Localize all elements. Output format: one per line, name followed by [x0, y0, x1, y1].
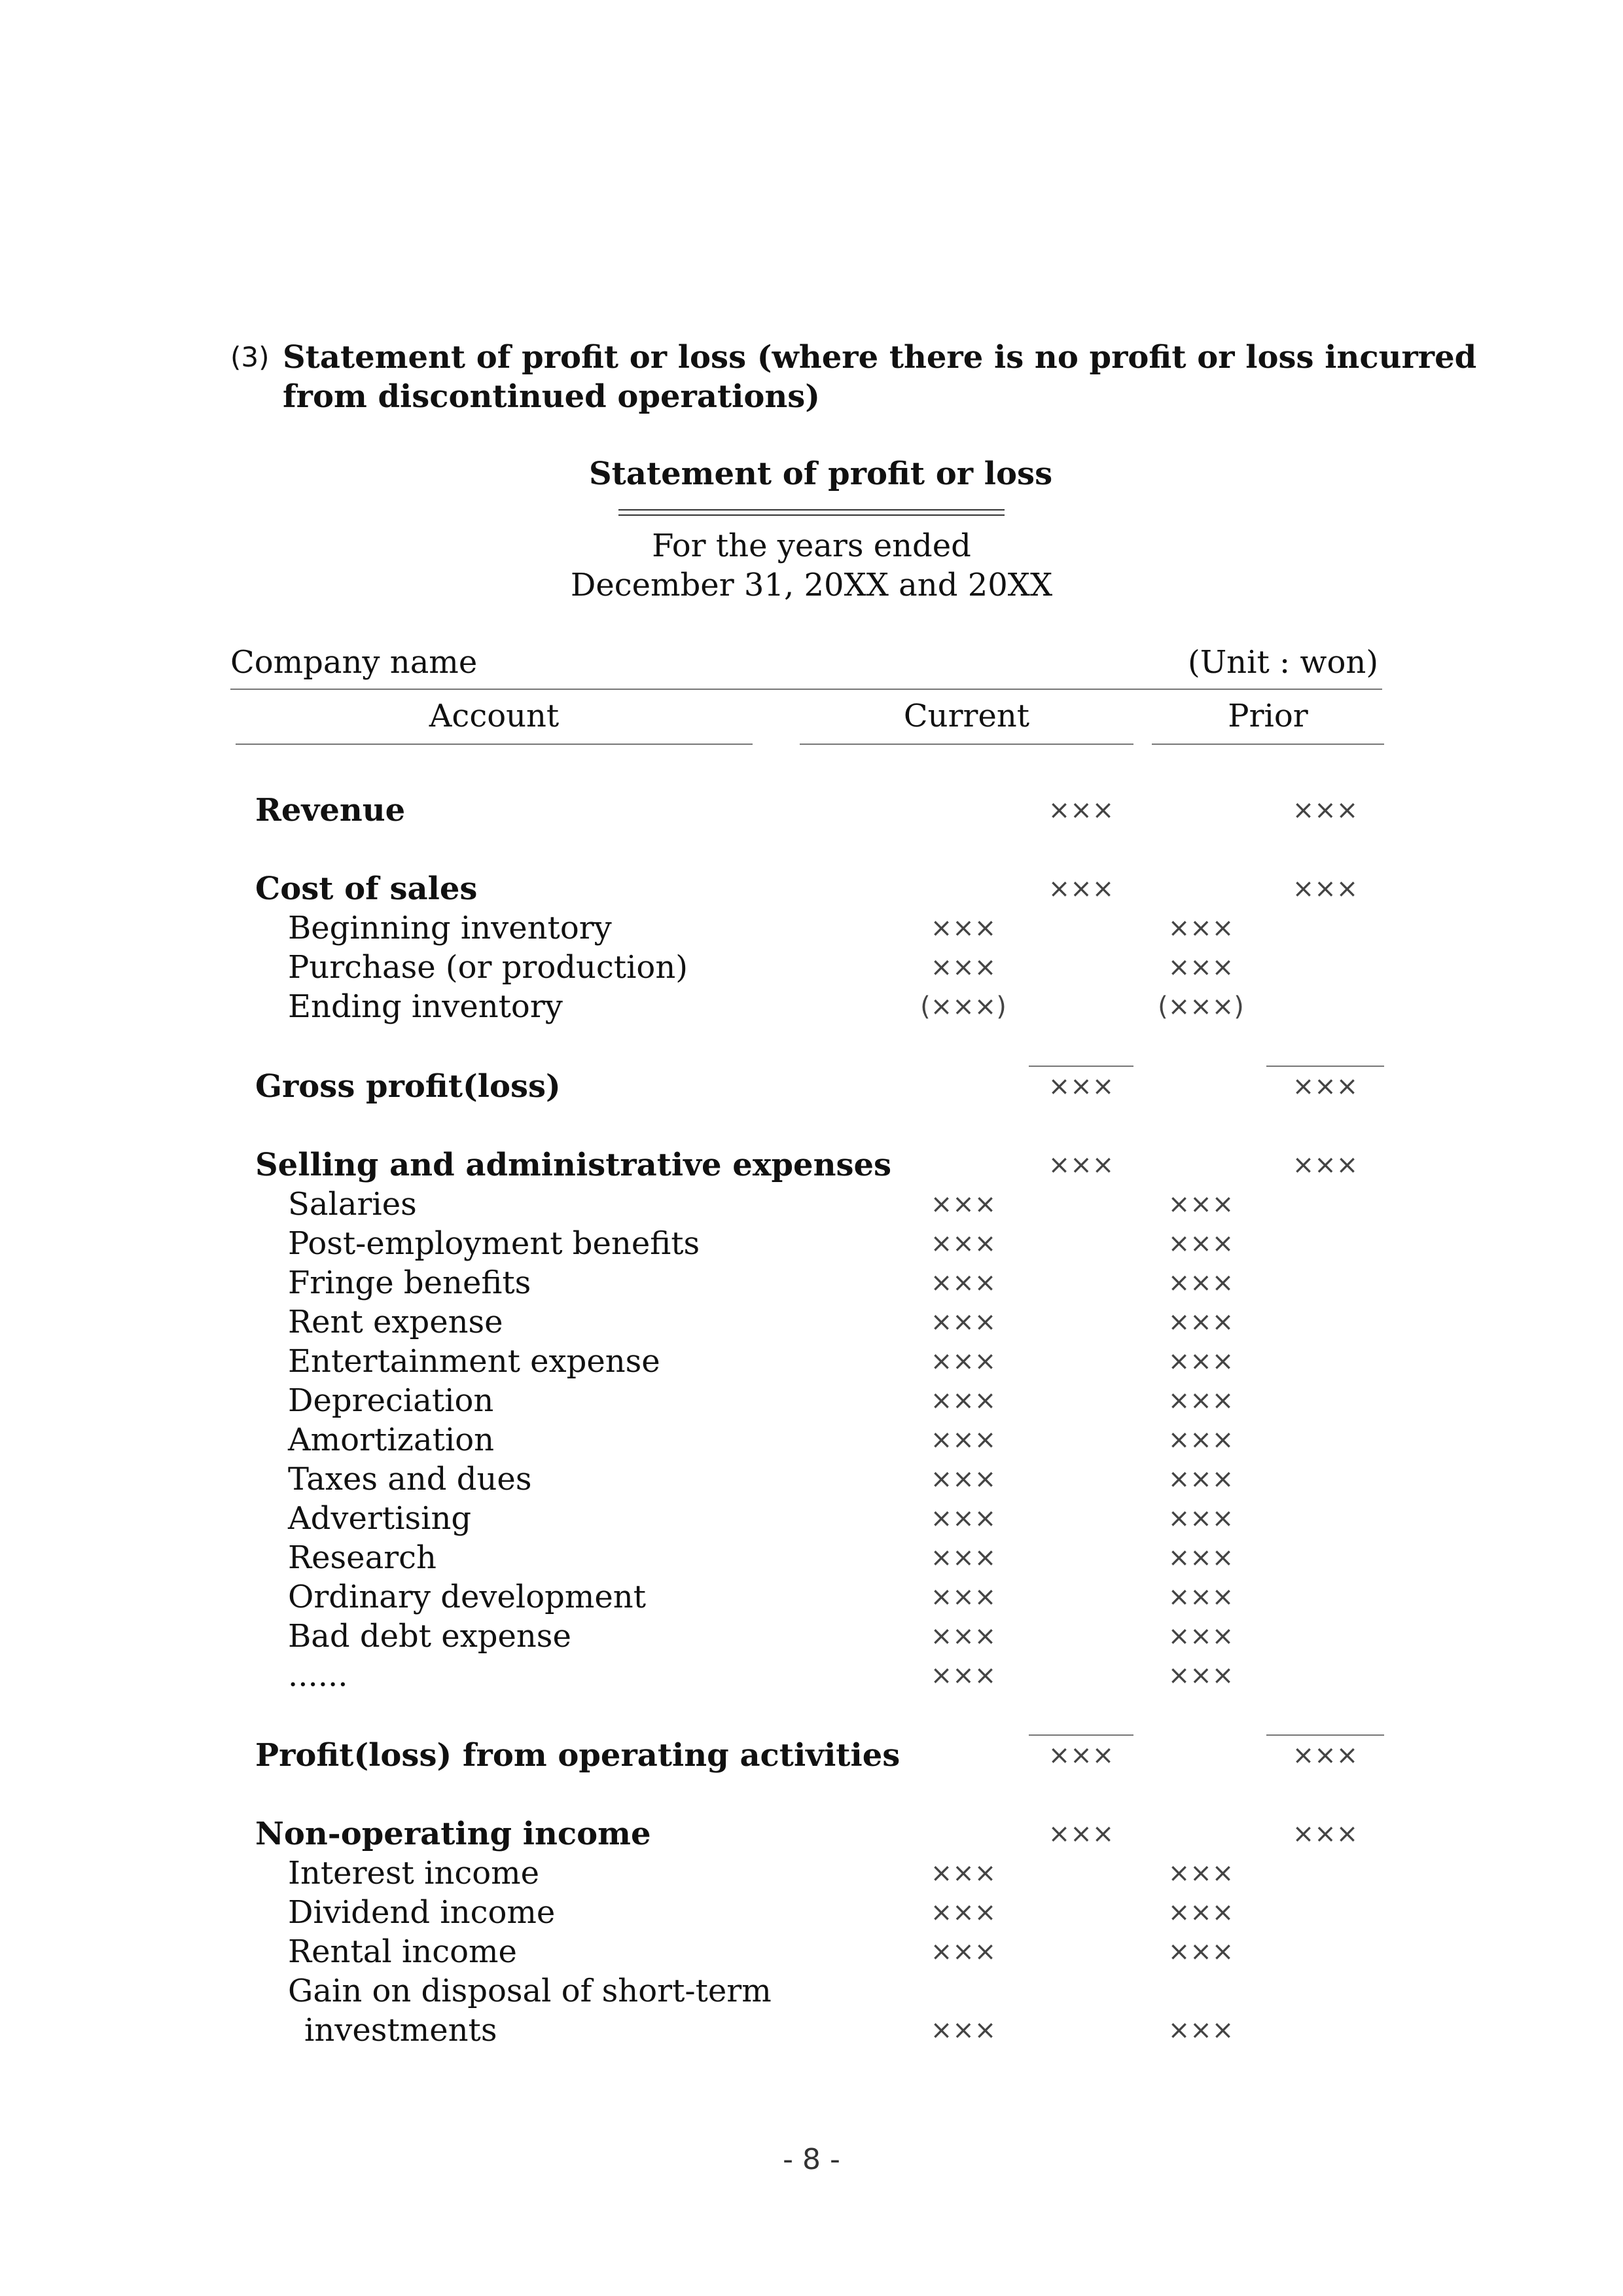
prior-detail-value: ××× — [1168, 952, 1234, 982]
row-label: Ordinary development — [288, 1579, 646, 1615]
prior-detail-value: ××× — [1168, 1503, 1234, 1534]
section-row — [0, 1814, 1623, 1854]
prior-detail-value: ××× — [1168, 1307, 1234, 1337]
current-total-value: ××× — [1048, 1819, 1115, 1849]
row-label-continuation: investments — [304, 2012, 497, 2049]
current-detail-value: ××× — [930, 1346, 997, 1376]
prior-detail-value: ××× — [1168, 2015, 1234, 2045]
row-label: Rental income — [288, 1933, 517, 1970]
row-label: Taxes and dues — [288, 1461, 532, 1498]
line-item-row — [0, 1538, 1623, 1577]
row-label: Depreciation — [288, 1382, 494, 1419]
current-detail-value: ××× — [930, 1503, 997, 1534]
line-item-row — [0, 1971, 1623, 2049]
line-item-row — [0, 1499, 1623, 1538]
operating-profit-rule-current — [1029, 1734, 1133, 1736]
row-label: Entertainment expense — [288, 1343, 660, 1380]
row-label: Profit(loss) from operating activities — [255, 1737, 901, 1774]
statement-title: Statement of profit or loss — [589, 456, 1053, 492]
prior-header-rule — [1152, 744, 1384, 745]
row-label: Post-employment benefits — [288, 1225, 700, 1262]
current-detail-value: ××× — [930, 1307, 997, 1337]
column-header-account: Account — [429, 698, 560, 734]
row-label: Beginning inventory — [288, 910, 612, 946]
row-label: ...... — [288, 1657, 348, 1694]
current-detail-value: ××× — [930, 913, 997, 943]
prior-detail-value: ××× — [1168, 1858, 1234, 1888]
section-row — [0, 791, 1623, 830]
current-detail-value: ××× — [930, 1543, 997, 1573]
period-line2: December 31, 20XX and 20XX — [570, 567, 1053, 603]
row-label: Interest income — [288, 1855, 540, 1892]
line-item-row — [0, 1617, 1623, 1656]
current-detail-value: ××× — [930, 1858, 997, 1888]
prior-detail-value: ××× — [1168, 1582, 1234, 1612]
prior-detail-value: ××× — [1168, 1937, 1234, 1967]
current-total-value: ××× — [1048, 795, 1115, 825]
row-label: Selling and administrative expenses — [255, 1147, 892, 1183]
prior-detail-value: (×××) — [1158, 992, 1244, 1022]
prior-detail-value: ××× — [1168, 1189, 1234, 1219]
prior-detail-value: ××× — [1168, 1897, 1234, 1928]
line-item-row — [0, 1185, 1623, 1224]
current-detail-value: ××× — [930, 1189, 997, 1219]
line-item-row — [0, 1854, 1623, 1893]
prior-detail-value: ××× — [1168, 1660, 1234, 1691]
current-detail-value: ××× — [930, 1229, 997, 1259]
prior-total-value: ××× — [1292, 1819, 1359, 1849]
title-double-underline-bottom — [618, 514, 1005, 516]
current-detail-value: ××× — [930, 1897, 997, 1928]
prior-total-value: ××× — [1292, 1071, 1359, 1102]
line-item-row — [0, 1460, 1623, 1499]
prior-detail-value: ××× — [1168, 1268, 1234, 1298]
row-label: Salaries — [288, 1186, 417, 1223]
current-detail-value: ××× — [930, 1660, 997, 1691]
line-item-row — [0, 948, 1623, 987]
row-label: Cost of sales — [255, 870, 478, 907]
line-item-row — [0, 1263, 1623, 1302]
row-label: Fringe benefits — [288, 1265, 531, 1301]
line-item-row — [0, 1656, 1623, 1695]
current-detail-value: ××× — [930, 1464, 997, 1494]
row-label: Ending inventory — [288, 988, 563, 1025]
gross-profit-rule-prior — [1266, 1066, 1384, 1067]
row-label: Dividend income — [288, 1894, 556, 1931]
period-line1: For the years ended — [652, 528, 971, 564]
section-row — [0, 1067, 1623, 1106]
prior-total-value: ××× — [1292, 874, 1359, 904]
section-heading-line2: from discontinued operations) — [283, 378, 820, 415]
section-heading-line1: Statement of profit or loss (where there is no profit or loss incurred — [283, 339, 1477, 376]
section-row — [0, 869, 1623, 908]
section-number: (3) — [230, 341, 270, 373]
account-header-rule — [236, 744, 753, 745]
row-label: Revenue — [255, 792, 406, 829]
row-label: Research — [288, 1539, 437, 1576]
line-item-row — [0, 1577, 1623, 1617]
column-header-current: Current — [903, 698, 1030, 734]
current-total-value: ××× — [1048, 1740, 1115, 1770]
line-item-row — [0, 1932, 1623, 1971]
line-item-row — [0, 1224, 1623, 1263]
row-label: Rent expense — [288, 1304, 503, 1340]
prior-total-value: ××× — [1292, 1740, 1359, 1770]
unit-label: (Unit : won) — [1188, 644, 1379, 681]
line-item-row — [0, 908, 1623, 948]
prior-detail-value: ××× — [1168, 1464, 1234, 1494]
page-number: - 8 - — [783, 2143, 840, 2176]
company-name-label: Company name — [230, 644, 478, 681]
prior-total-value: ××× — [1292, 1150, 1359, 1180]
current-total-value: ××× — [1048, 1071, 1115, 1102]
row-label: Amortization — [288, 1422, 495, 1458]
prior-detail-value: ××× — [1168, 913, 1234, 943]
current-detail-value: ××× — [930, 1621, 997, 1651]
current-total-value: ××× — [1048, 874, 1115, 904]
prior-detail-value: ××× — [1168, 1543, 1234, 1573]
section-row — [0, 1145, 1623, 1185]
line-item-row — [0, 1381, 1623, 1420]
row-label: Gain on disposal of short-term — [288, 1973, 772, 2009]
current-detail-value: ××× — [930, 1425, 997, 1455]
section-row — [0, 1736, 1623, 1775]
row-label: Advertising — [288, 1500, 472, 1537]
current-detail-value: ××× — [930, 1268, 997, 1298]
current-detail-value: ××× — [930, 1386, 997, 1416]
prior-detail-value: ××× — [1168, 1621, 1234, 1651]
line-item-row — [0, 987, 1623, 1026]
line-item-row — [0, 1893, 1623, 1932]
current-detail-value: ××× — [930, 1582, 997, 1612]
row-label: Bad debt expense — [288, 1618, 571, 1655]
line-item-row — [0, 1420, 1623, 1460]
current-header-rule — [800, 744, 1133, 745]
row-label: Purchase (or production) — [288, 949, 688, 986]
line-item-row — [0, 1302, 1623, 1342]
current-detail-value: ××× — [930, 1937, 997, 1967]
table-top-rule — [230, 689, 1382, 690]
operating-profit-rule-prior — [1266, 1734, 1384, 1736]
prior-detail-value: ××× — [1168, 1425, 1234, 1455]
prior-detail-value: ××× — [1168, 1386, 1234, 1416]
row-label: Gross profit(loss) — [255, 1068, 561, 1105]
column-header-prior: Prior — [1228, 698, 1308, 734]
gross-profit-rule-current — [1029, 1066, 1133, 1067]
current-detail-value: ××× — [930, 2015, 997, 2045]
title-double-underline-top — [618, 509, 1005, 511]
row-label: Non-operating income — [255, 1816, 651, 1852]
prior-total-value: ××× — [1292, 795, 1359, 825]
current-total-value: ××× — [1048, 1150, 1115, 1180]
current-detail-value: (×××) — [920, 992, 1007, 1022]
line-item-row — [0, 1342, 1623, 1381]
prior-detail-value: ××× — [1168, 1229, 1234, 1259]
prior-detail-value: ××× — [1168, 1346, 1234, 1376]
current-detail-value: ××× — [930, 952, 997, 982]
